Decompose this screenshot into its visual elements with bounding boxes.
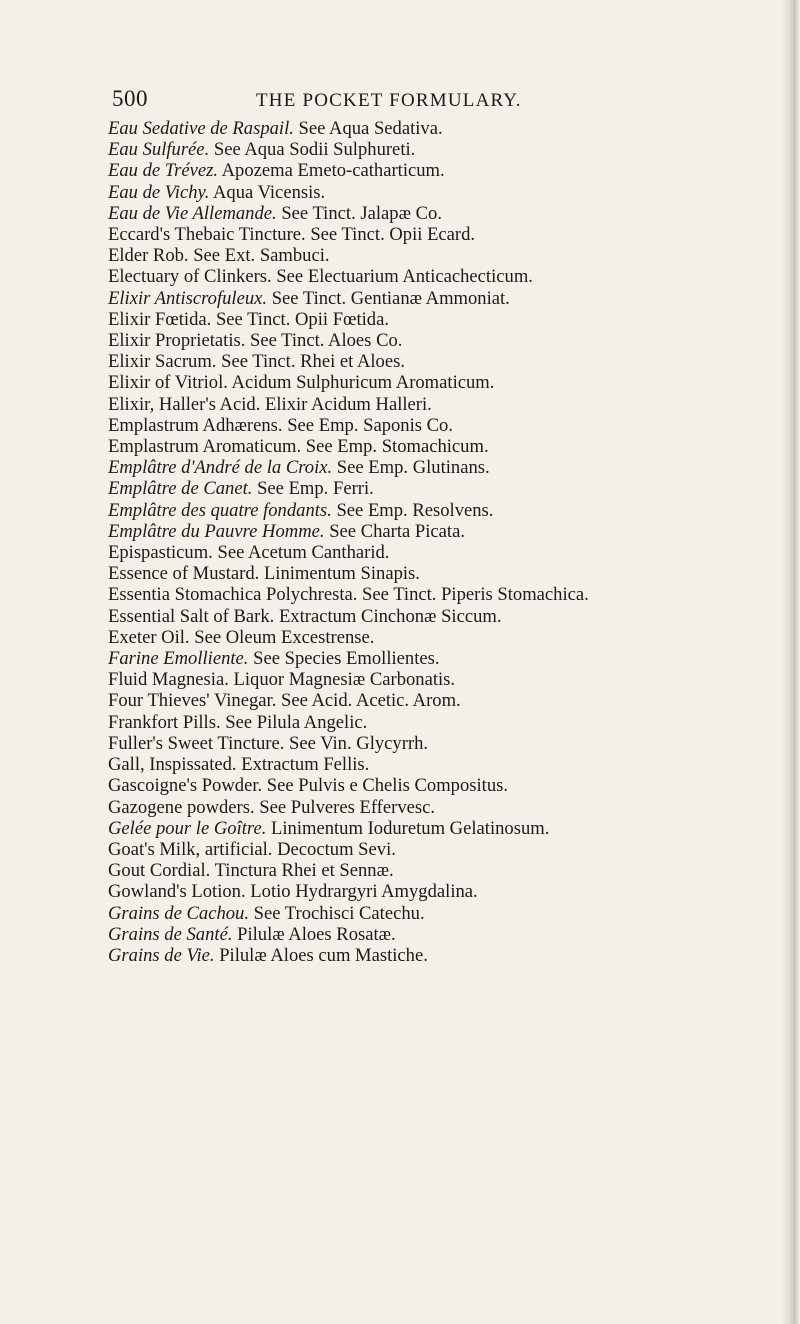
entry-reference: See Species Emollientes. [248,648,440,670]
entry-heading: Epispasticum. [108,542,213,564]
entry-heading: Gascoigne's Powder. [108,775,263,797]
formulary-entry [108,415,788,436]
entry-heading: Fuller's Sweet Tincture. [108,732,285,754]
formulary-entry [108,351,788,372]
entry-reference: See Emp. Ferri. [252,478,374,500]
entry-heading: Gout Cordial. [108,860,211,882]
entry-reference: See Tinct. Rhei et Aloes. [216,351,405,373]
formulary-entry [108,839,788,860]
entry-reference: See Pulveres Effervesc. [254,796,436,818]
entry-reference: Lotio Hydrargyri Amygdalina. [245,881,478,903]
entry-reference: See Acetum Cantharid. [212,542,390,564]
entry-reference: See Emp. Stomachicum. [301,436,489,458]
entry-reference: See Aqua Sedativa. [293,118,443,139]
entry-heading: Eccard's Thebaic Tincture. [108,224,306,246]
formulary-entry [108,478,788,499]
formulary-entry [108,139,788,160]
entry-heading: Elixir Antiscrofuleux. [108,287,268,309]
entry-heading: Grains de Santé. [108,923,233,945]
entry-heading: Essence of Mustard. [108,563,260,585]
entry-reference: See Acid. Acetic. Arom. [276,690,461,712]
formulary-entry [108,457,788,478]
formulary-entry [108,860,788,881]
formulary-entry [108,245,788,266]
formulary-entry [108,690,788,711]
entry-heading: Gazogene powders. [108,796,255,818]
entry-heading: Elixir Fœtida. [108,308,212,330]
entry-reference: See Pulvis e Chelis Compositus. [262,775,509,797]
formulary-entry [108,330,788,351]
formulary-entry [108,903,788,924]
running-head: THE POCKET FORMULARY. [256,90,522,111]
entry-heading: Elder Rob. [108,245,189,267]
formulary-entry [108,436,788,457]
entry-reference: See Emp. Resolvens. [331,499,494,521]
entry-reference: See Aqua Sodii Sulphureti. [209,139,416,161]
entry-reference: Extractum Cinchonæ Siccum. [274,605,502,627]
entry-heading: Emplâtre du Pauvre Homme. [108,520,325,542]
entry-heading: Emplâtre des quatre fondants. [108,499,332,521]
entry-reference: See Tinct. Opii Ecard. [305,224,476,246]
formulary-entry [108,754,788,775]
formulary-entry [108,669,788,690]
formulary-entry [108,606,788,627]
entry-reference: See Tinct. Gentianæ Ammoniat. [267,287,510,309]
formulary-entry [108,733,788,754]
formulary-entry [108,500,788,521]
entry-reference: Linimentum Sinapis. [259,563,420,585]
formulary-entry [108,775,788,796]
formulary-entry [108,160,788,181]
formulary-entry-list [108,118,788,966]
entry-heading: Elixir of Vitriol. [108,372,228,394]
entry-reference: Extractum Fellis. [236,754,370,776]
entry-reference: See Electuarium Anticachecticum. [271,266,533,288]
entry-heading: Four Thieves' Vinegar. [108,690,277,712]
entry-reference: See Charta Picata. [324,520,465,542]
entry-reference: See Tinct. Opii Fœtida. [211,308,389,330]
formulary-entry [108,924,788,945]
entry-heading: Eau de Trévez. [108,160,218,182]
entry-heading: Essentia Stomachica Polychresta. [108,584,358,606]
entry-reference: See Ext. Sambuci. [188,245,330,267]
formulary-entry [108,797,788,818]
entry-reference: Acidum Sulphuricum Aromaticum. [227,372,495,394]
entry-reference: See Trochisci Catechu. [249,902,425,924]
formulary-entry [108,118,788,139]
formulary-entry [108,584,788,605]
entry-heading: Fluid Magnesia. [108,669,229,691]
entry-heading: Eau Sedative de Raspail. [108,118,294,139]
formulary-entry [108,648,788,669]
entry-reference: See Pilula Angelic. [220,711,368,733]
formulary-entry [108,563,788,584]
entry-heading: Emplâtre de Canet. [108,478,253,500]
entry-heading: Emplastrum Aromaticum. [108,436,302,458]
formulary-entry [108,881,788,902]
formulary-entry [108,224,788,245]
entry-heading: Exeter Oil. [108,626,190,648]
entry-reference: Apozema Emeto-catharticum. [218,160,445,182]
entry-heading: Farine Emolliente. [108,648,249,670]
entry-heading: Emplastrum Adhærens. [108,414,283,436]
entry-reference: Pilulæ Aloes cum Mastiche. [214,944,428,966]
entry-heading: Elixir Proprietatis. [108,330,246,352]
entry-heading: Grains de Cachou. [108,902,249,924]
entry-reference: See Tinct. Aloes Co. [245,330,403,352]
formulary-entry [108,521,788,542]
formulary-entry [108,372,788,393]
entry-reference: Tinctura Rhei et Sennæ. [210,860,394,882]
formulary-entry [108,712,788,733]
page-number: 500 [112,86,148,111]
entry-reference: Aqua Vicensis. [209,181,326,203]
entry-heading: Eau Sulfurée. [108,139,210,161]
entry-heading: Elixir Sacrum. [108,351,217,373]
entry-reference: Pilulæ Aloes Rosatæ. [232,923,396,945]
entry-reference: See Tinct. Jalapæ Co. [276,202,442,224]
entry-reference: Liquor Magnesiæ Carbonatis. [228,669,456,691]
formulary-entry [108,818,788,839]
entry-heading: Gowland's Lotion. [108,881,246,903]
entry-heading: Emplâtre d'André de la Croix. [108,457,333,479]
entry-reference: Linimentum Ioduretum Gelatinosum. [266,817,550,839]
entry-heading: Gall, Inspissated. [108,754,237,776]
entry-reference: See Emp. Saponis Co. [282,414,454,436]
formulary-entry [108,309,788,330]
entry-reference: See Vin. Glycyrrh. [284,732,429,754]
entry-heading: Eau de Vichy. [108,181,210,203]
entry-reference: See Oleum Excestrense. [189,626,375,648]
formulary-entry [108,945,788,966]
entry-reference: See Tinct. Piperis Stomachica. [357,584,589,606]
entry-heading: Essential Salt of Bark. [108,605,275,627]
entry-reference: See Emp. Glutinans. [332,457,490,479]
entry-heading: Goat's Milk, artificial. [108,838,273,860]
entry-heading: Eau de Vie Allemande. [108,202,277,224]
page-edge-shadow [782,0,800,1324]
entry-heading: Grains de Vie. [108,944,215,966]
entry-heading: Gelée pour le Goître. [108,817,267,839]
formulary-entry [108,627,788,648]
entry-reference: Decoctum Sevi. [272,838,396,860]
formulary-entry [108,542,788,563]
formulary-entry [108,394,788,415]
entry-heading: Frankfort Pills. [108,711,221,733]
formulary-entry [108,203,788,224]
entry-reference: Elixir Acidum Halleri. [260,393,432,415]
entry-heading: Electuary of Clinkers. [108,266,272,288]
formulary-entry [108,288,788,309]
formulary-entry [108,182,788,203]
formulary-entry [108,266,788,287]
entry-heading: Elixir, Haller's Acid. [108,393,261,415]
